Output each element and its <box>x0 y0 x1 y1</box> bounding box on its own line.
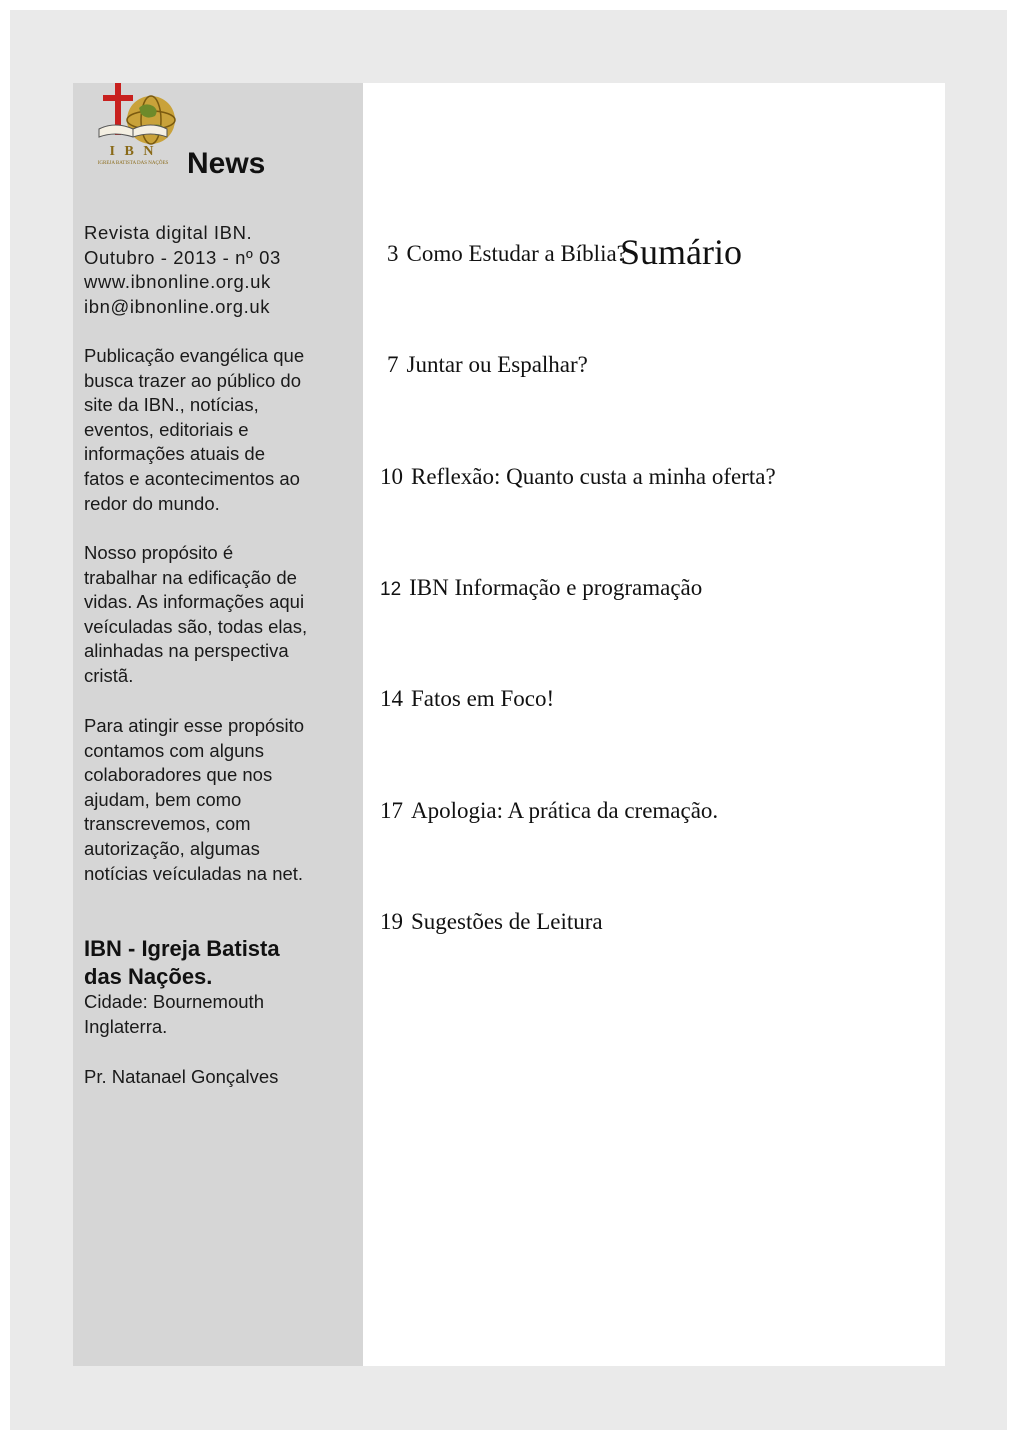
text-line: veículadas são, todas elas, <box>84 615 308 637</box>
ibn-logo <box>95 83 185 167</box>
masthead-title: News <box>187 147 266 180</box>
pastor-name: Pr. Natanael Gonçalves <box>84 1066 279 1087</box>
toc-title: Apologia: A prática da cremação. <box>411 798 719 823</box>
intro-paragraph <box>84 344 344 516</box>
purpose-paragraph <box>84 541 344 689</box>
text-line: trabalhar na edificação de <box>84 566 297 588</box>
toc-page-number: 19 <box>380 909 403 934</box>
text-line: colaboradores que nos <box>84 764 273 786</box>
sidebar <box>73 83 363 1366</box>
text-line: alinhadas na perspectiva <box>84 640 289 662</box>
magazine-name: Revista digital IBN. <box>84 222 253 243</box>
toc-title: Fatos em Foco! <box>411 686 555 711</box>
toc-item[interactable] <box>380 464 776 490</box>
church-city: Cidade: Bournemouth <box>84 991 264 1012</box>
text-line: transcrevemos, com <box>84 813 251 835</box>
toc-item[interactable] <box>380 909 603 935</box>
text-line: informações atuais de <box>84 443 265 465</box>
toc-item[interactable] <box>380 686 554 712</box>
toc-page-number: 7 <box>387 352 399 377</box>
toc-title: Juntar ou Espalhar? <box>406 352 588 377</box>
toc-item[interactable] <box>387 352 588 378</box>
toc-page-number: 14 <box>380 686 403 711</box>
toc-heading: Sumário <box>620 232 742 272</box>
issue-info <box>84 221 344 319</box>
toc-title: Como Estudar a Bíblia? <box>406 241 627 266</box>
contributors-paragraph <box>84 714 344 886</box>
email-link[interactable]: ibn@ibnonline.org.uk <box>84 295 271 317</box>
svg-text:IGREJA BATISTA DAS NAÇÕES: IGREJA BATISTA DAS NAÇÕES <box>97 161 169 166</box>
text-line: eventos, editoriais e <box>84 418 249 440</box>
text-line: contamos com alguns <box>84 739 264 761</box>
website-link[interactable]: www.ibnonline.org.uk <box>84 271 271 293</box>
text-line: autorização, algumas <box>84 837 260 859</box>
toc-title: Sugestões de Leitura <box>411 909 603 934</box>
issue-date: Outubro - 2013 - nº 03 <box>84 246 281 268</box>
text-line: vidas. As informações aqui <box>84 591 305 613</box>
text-line: cristã. <box>84 664 134 686</box>
church-country: Inglaterra. <box>84 1015 168 1037</box>
text-line: ajudam, bem como <box>84 788 242 810</box>
svg-text:I B N: I B N <box>109 144 157 159</box>
text-line: busca trazer ao público do <box>84 369 301 391</box>
text-line: Publicação evangélica que <box>84 345 305 366</box>
toc-page-number: 3 <box>387 241 399 266</box>
church-name-line: das Nações. <box>84 964 213 989</box>
text-line: site da IBN., notícias, <box>84 394 259 416</box>
toc-page-number: 17 <box>380 798 403 823</box>
toc-page-number: 10 <box>380 464 403 489</box>
magazine-page <box>73 83 945 1366</box>
toc-title: IBN Informação e programação <box>409 575 703 600</box>
church-location <box>84 990 344 1039</box>
church-name-line: IBN - Igreja Batista <box>84 936 280 961</box>
toc-page-number: 12 <box>380 579 402 600</box>
text-line: fatos e acontecimentos ao <box>84 467 300 489</box>
toc-title: Reflexão: Quanto custa a minha oferta? <box>411 464 776 489</box>
text-line: notícias veículadas na net. <box>84 862 304 884</box>
toc-item[interactable] <box>387 241 627 267</box>
text-line: Nosso propósito é <box>84 542 234 563</box>
text-line: Para atingir esse propósito <box>84 715 305 736</box>
text-line: redor do mundo. <box>84 492 220 514</box>
church-name <box>84 935 280 991</box>
toc-item[interactable] <box>380 575 702 601</box>
toc-item[interactable] <box>380 798 718 824</box>
